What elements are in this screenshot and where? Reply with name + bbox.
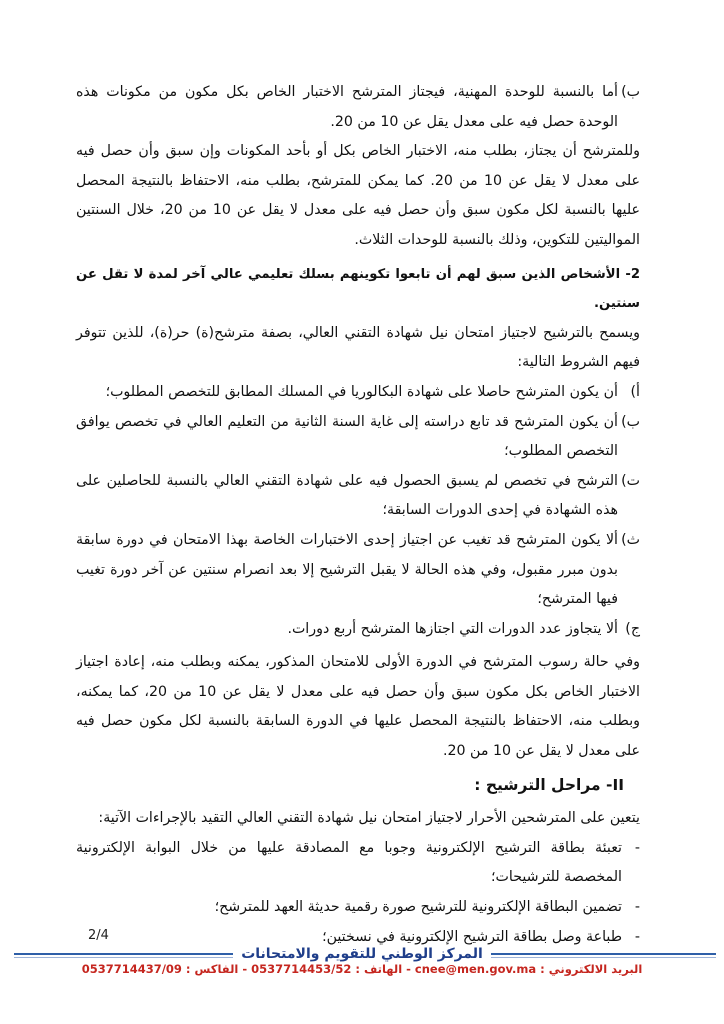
step-text: تعبئة بطاقة الترشيح الإلكترونية وجوبا مع المصادقة عليها من خلال البوابة الإلكترونية المخصصة للترشيحات؛ — [76, 839, 622, 886]
condition-item — [76, 408, 640, 467]
condition-text: أن يكون المترشح حاصلا على شهادة البكالوريا في المسلك المطابق للتخصص المطلوب؛ — [105, 383, 618, 400]
condition-item — [76, 378, 640, 408]
condition-text: ألا يتجاوز عدد الدورات التي اجتازها المترشح أربع دورات. — [287, 620, 618, 637]
list-marker: ب) — [621, 84, 640, 100]
page-number: 2/4 — [88, 928, 109, 943]
section-2-title: 2- الأشخاص الذين سبق لهم أن تابعوا تكوينهم بسلك تعليمي عالي آخر لمدة لا تقل عن سنتين. — [76, 266, 640, 312]
conditions-list — [76, 378, 640, 644]
footer-organization — [0, 943, 724, 962]
list-marker: - — [634, 928, 640, 945]
condition-text: أن يكون المترشح قد تابع دراسته إلى غاية السنة الثانية من التعليم العالي في تخصص يوافق التخصص المطلوب؛ — [76, 413, 618, 460]
list-marker: ت) — [621, 472, 640, 489]
condition-item — [76, 526, 640, 615]
step-text: طباعة وصل بطاقة الترشيح الإلكترونية في نسختين؛ — [322, 928, 622, 945]
paragraph-vocational-unit — [76, 78, 640, 137]
list-marker: - — [634, 899, 640, 916]
paragraph-eligibility: ويسمح بالترشيح لاجتياز امتحان نيل شهادة التقني العالي، بصفة مترشح(ة) حر(ة)، للذين تتوفر فيهم الشروط التالية: — [76, 324, 640, 371]
list-marker: أ) — [630, 383, 640, 400]
condition-text: ألا يكون المترشح قد تغيب عن اجتياز إحدى الاختبارات الخاصة بهذا الامتحان في دورة سابقة بدون مبرر مقبول، وفي هذه الحالة لا يقبل الترشيح إلا بعد انصرام سنتين عن آخر دورة تغيب فيها المترشح؛ — [76, 531, 618, 608]
condition-item — [76, 615, 640, 645]
list-marker: ب) — [621, 413, 640, 430]
section-II-heading: II- مراحل الترشيح : — [474, 775, 624, 794]
steps-list — [76, 834, 640, 952]
step-text: تضمين البطاقة الإلكترونية للترشيح صورة رقمية حديثة العهد للمترشح؛ — [214, 899, 622, 916]
page-content — [76, 78, 640, 952]
paragraph-text: أما بالنسبة للوحدة المهنية، فيجتاز المترشح الاختبار الخاص بكل مكون من مكونات هذه الوحدة حصل فيه على معدل يقل عن 10 من 20. — [76, 84, 618, 130]
step-item — [76, 893, 640, 923]
list-marker: - — [634, 839, 640, 856]
condition-text: الترشح في تخصص لم يسبق الحصول فيه على شهادة التقني العالي بالنسبة للحاصلين على هذه الشهادة في إحدى الدورات السابقة؛ — [76, 472, 618, 519]
paragraph-procedures-intro: يتعين على المترشحين الأحرار لاجتياز امتحان نيل شهادة التقني العالي التقيد بالإجراءات الآتية: — [98, 810, 640, 827]
list-marker: ج) — [625, 620, 640, 637]
footer-contact-info: البريد الالكتروني : cnee@men.gov.ma - الهاتف : 0537714453/52 - الفاكس : 0537714437/09 — [81, 962, 643, 976]
list-marker: ث) — [621, 531, 640, 548]
footer-organization-name: المركز الوطني للتقويم والامتحانات — [233, 946, 491, 962]
paragraph-retake-option: وللمترشح أن يجتاز، بطلب منه، الاختبار الخاص بكل أو بأحد المكونات وإن سبق وأن حصل فيه على معدل لا يقل عن 10 من 20. كما يمكن للمترشح، بطلب منه، الاحتفاظ بالنتيجة المحصل عليها بالنسبة لكل مكون سبق وأن حصل فيه على معدل لا يقل عن 10 من 20، خلال السنتين المواليتين للتكوين، وذلك بالنسبة للوحدات الثلاث. — [76, 143, 640, 248]
step-item — [76, 834, 640, 893]
paragraph-failure-case: وفي حالة رسوب المترشح في الدورة الأولى للامتحان المذكور، يمكنه وبطلب منه، إعادة اجتياز الاختبار الخاص بكل مكون سبق وأن حصل فيه على معدل لا يقل عن 10 من 20، كما يمكنه، وبطلب منه، الاحتفاظ بالنتيجة المحصل عليها في الدورة السابقة بالنسبة لكل مكون حصل فيه على معدل لا يقل عن 10 من 20. — [76, 654, 640, 760]
condition-item — [76, 467, 640, 526]
